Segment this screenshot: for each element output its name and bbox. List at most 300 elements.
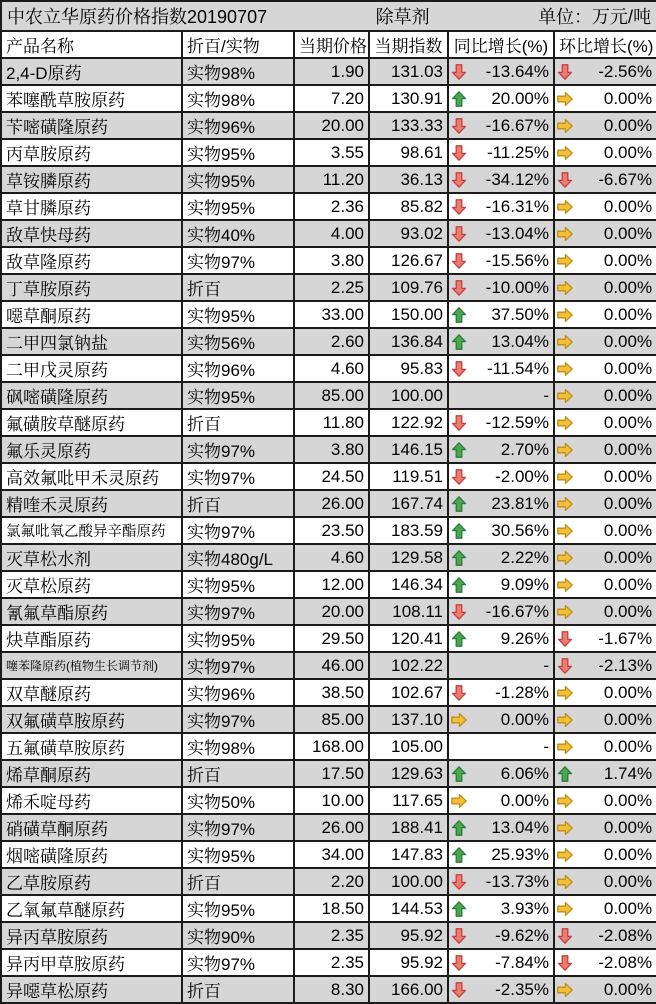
arrow-up-icon (451, 550, 467, 566)
yoy-value: 3.93% (500, 898, 549, 918)
spec-cell: 实物98% (182, 58, 294, 85)
arrow-down-icon (451, 172, 467, 188)
yoy-value: -34.12% (485, 169, 549, 189)
yoy-value: 25.93% (491, 844, 549, 864)
mom-trend-icon-slot (557, 388, 573, 404)
yoy-trend-icon-slot (451, 685, 467, 701)
spec-cell: 实物98% (182, 85, 294, 112)
mom-cell (554, 85, 656, 112)
arrow-up-icon (451, 577, 467, 593)
mom-trend-icon-slot (557, 523, 573, 539)
price-cell: 4.00 (294, 220, 369, 247)
mom-trend-icon-slot (557, 577, 573, 593)
yoy-cell (448, 355, 554, 382)
price-cell: 34.00 (294, 841, 369, 868)
arrow-right-icon (557, 982, 573, 998)
arrow-right-icon (557, 118, 573, 134)
price-cell: 20.00 (294, 112, 369, 139)
price-cell: 12.00 (294, 571, 369, 598)
yoy-trend-icon-slot (451, 469, 467, 485)
product-name-cell: 敌草隆原药 (1, 247, 182, 274)
mom-cell (554, 247, 656, 274)
table-row (1, 436, 656, 463)
index-cell: 126.67 (369, 247, 448, 274)
mom-cell (554, 517, 656, 544)
arrow-right-icon (451, 712, 467, 728)
spec-cell: 折百 (182, 274, 294, 301)
arrow-right-icon (557, 334, 573, 350)
yoy-cell (448, 976, 554, 1003)
arrow-down-icon (557, 64, 573, 80)
product-name-cell: 草铵膦原药 (1, 166, 182, 193)
yoy-cell (448, 706, 554, 733)
yoy-trend-icon-slot (451, 226, 467, 242)
table-row (1, 598, 656, 625)
mom-trend-icon-slot (557, 280, 573, 296)
yoy-cell (448, 274, 554, 301)
yoy-trend-icon-slot (451, 307, 467, 323)
mom-trend-icon-slot (557, 172, 573, 188)
mom-value: 0.00% (603, 196, 653, 216)
col-header-mom: 环比增长(%) (554, 31, 656, 58)
yoy-trend-icon-slot (451, 550, 467, 566)
mom-value: 0.00% (603, 223, 653, 243)
yoy-cell (448, 85, 554, 112)
yoy-trend-icon-slot (451, 280, 467, 296)
table-row (1, 841, 656, 868)
table-row (1, 301, 656, 328)
arrow-right-icon (557, 847, 573, 863)
mom-trend-icon-slot (557, 253, 573, 269)
arrow-right-icon (557, 739, 573, 755)
arrow-right-icon (557, 604, 573, 620)
arrow-right-icon (451, 793, 467, 809)
yoy-trend-icon-slot (451, 253, 467, 269)
index-cell: 95.92 (369, 949, 448, 976)
product-name-cell: 异丙甲草胺原药 (1, 949, 182, 976)
price-cell: 23.50 (294, 517, 369, 544)
price-cell: 2.25 (294, 274, 369, 301)
yoy-trend-icon-slot (451, 577, 467, 593)
arrow-up-icon (451, 820, 467, 836)
mom-trend-icon-slot (557, 199, 573, 215)
spec-cell: 实物96% (182, 355, 294, 382)
arrow-down-icon (451, 199, 467, 215)
arrow-right-icon (557, 469, 573, 485)
product-name-cell: 噻苯隆原药(植物生长调节剂) (1, 652, 182, 679)
product-name-cell: 二甲戊灵原药 (1, 355, 182, 382)
price-cell: 2.35 (294, 949, 369, 976)
index-cell: 188.41 (369, 814, 448, 841)
arrow-right-icon (557, 199, 573, 215)
product-name-cell: 高效氟吡甲禾灵原药 (1, 463, 182, 490)
mom-trend-icon-slot (557, 469, 573, 485)
yoy-value: 23.81% (491, 493, 549, 513)
product-name-cell: 双草醚原药 (1, 679, 182, 706)
mom-trend-icon-slot (557, 712, 573, 728)
table-row (1, 112, 656, 139)
arrow-right-icon (557, 550, 573, 566)
arrow-right-icon (557, 361, 573, 377)
mom-trend-icon-slot (557, 442, 573, 458)
index-cell: 109.76 (369, 274, 448, 301)
mom-cell (554, 382, 656, 409)
title-bar (1, 1, 656, 31)
price-cell: 38.50 (294, 679, 369, 706)
yoy-trend-icon-slot (451, 118, 467, 134)
arrow-right-icon (557, 388, 573, 404)
index-cell: 95.92 (369, 922, 448, 949)
price-cell: 8.30 (294, 976, 369, 1003)
price-cell: 11.20 (294, 166, 369, 193)
arrow-up-icon (451, 307, 467, 323)
yoy-value: -10.00% (485, 277, 549, 297)
arrow-down-icon (451, 226, 467, 242)
table-row (1, 328, 656, 355)
yoy-value: -2.00% (495, 466, 549, 486)
mom-cell (554, 328, 656, 355)
price-cell: 2.35 (294, 922, 369, 949)
yoy-cell (448, 544, 554, 571)
index-cell: 120.41 (369, 625, 448, 652)
index-cell: 144.53 (369, 895, 448, 922)
index-cell: 108.11 (369, 598, 448, 625)
price-cell: 3.80 (294, 436, 369, 463)
spec-cell: 实物480g/L (182, 544, 294, 571)
table-row (1, 544, 656, 571)
mom-cell (554, 274, 656, 301)
arrow-right-icon (557, 712, 573, 728)
mom-value: 0.00% (603, 709, 653, 729)
yoy-cell (448, 868, 554, 895)
yoy-value: 0.00% (500, 709, 549, 729)
mom-value: -2.56% (598, 61, 653, 81)
table-row (1, 517, 656, 544)
mom-value: 0.00% (603, 412, 653, 432)
arrow-up-icon (557, 766, 573, 782)
index-cell: 129.63 (369, 760, 448, 787)
spec-cell: 实物97% (182, 517, 294, 544)
table-row (1, 868, 656, 895)
index-cell: 137.10 (369, 706, 448, 733)
mom-cell (554, 571, 656, 598)
table-row (1, 760, 656, 787)
mom-trend-icon-slot (557, 820, 573, 836)
mom-trend-icon-slot (557, 685, 573, 701)
price-cell: 10.00 (294, 787, 369, 814)
mom-cell (554, 895, 656, 922)
mom-trend-icon-slot (557, 793, 573, 809)
product-name-cell: 精喹禾灵原药 (1, 490, 182, 517)
index-cell: 105.00 (369, 733, 448, 760)
mom-trend-icon-slot (557, 361, 573, 377)
arrow-up-icon (451, 91, 467, 107)
price-cell: 2.20 (294, 868, 369, 895)
product-name-cell: 烯禾啶母药 (1, 787, 182, 814)
arrow-right-icon (557, 226, 573, 242)
arrow-right-icon (557, 91, 573, 107)
table-row (1, 706, 656, 733)
table-row (1, 193, 656, 220)
yoy-trend-icon-slot (451, 64, 467, 80)
table-row (1, 463, 656, 490)
arrow-up-icon (451, 496, 467, 512)
mom-value: 0.00% (603, 871, 653, 891)
index-cell: 183.59 (369, 517, 448, 544)
table-row (1, 58, 656, 85)
yoy-value: -12.59% (485, 412, 549, 432)
yoy-trend-icon-slot (451, 604, 467, 620)
mom-trend-icon-slot (557, 658, 573, 674)
spec-cell: 折百 (182, 409, 294, 436)
mom-cell (554, 193, 656, 220)
mom-cell (554, 409, 656, 436)
mom-value: 0.00% (603, 817, 653, 837)
arrow-down-icon (451, 118, 467, 134)
mom-cell (554, 463, 656, 490)
spec-cell: 实物95% (182, 625, 294, 652)
col-header-price: 当期价格 (294, 31, 369, 58)
arrow-up-icon (451, 901, 467, 917)
yoy-trend-icon-slot (451, 739, 467, 755)
product-name-cell: 氟磺胺草醚原药 (1, 409, 182, 436)
mom-trend-icon-slot (557, 334, 573, 350)
yoy-trend-icon-slot (451, 523, 467, 539)
mom-trend-icon-slot (557, 847, 573, 863)
product-name-cell: 烯草酮原药 (1, 760, 182, 787)
yoy-cell (448, 787, 554, 814)
table-row (1, 382, 656, 409)
table-row (1, 814, 656, 841)
yoy-trend-icon-slot (451, 91, 467, 107)
yoy-value: 2.22% (500, 547, 549, 567)
arrow-up-icon (451, 631, 467, 647)
index-cell: 150.00 (369, 301, 448, 328)
table-row (1, 679, 656, 706)
arrow-down-icon (451, 64, 467, 80)
price-cell: 2.60 (294, 328, 369, 355)
yoy-value: -13.04% (485, 223, 549, 243)
index-cell: 129.58 (369, 544, 448, 571)
spec-cell: 实物98% (182, 733, 294, 760)
mom-cell (554, 679, 656, 706)
arrow-right-icon (557, 307, 573, 323)
product-name-cell: 五氟磺草胺原药 (1, 733, 182, 760)
index-cell: 146.15 (369, 436, 448, 463)
spec-cell: 实物95% (182, 895, 294, 922)
yoy-value: -9.62% (495, 925, 549, 945)
product-name-cell: 氰氟草酯原药 (1, 598, 182, 625)
yoy-cell (448, 922, 554, 949)
arrow-down-icon (451, 874, 467, 890)
spec-cell: 实物95% (182, 571, 294, 598)
arrow-down-icon (557, 631, 573, 647)
yoy-cell (448, 517, 554, 544)
table-body (1, 58, 656, 1003)
spec-cell: 折百 (182, 976, 294, 1003)
table-row (1, 625, 656, 652)
yoy-cell (448, 598, 554, 625)
price-cell: 11.80 (294, 409, 369, 436)
mom-cell (554, 58, 656, 85)
arrow-down-icon (557, 928, 573, 944)
arrow-down-icon (451, 253, 467, 269)
mom-cell (554, 301, 656, 328)
yoy-trend-icon-slot (451, 361, 467, 377)
price-cell: 26.00 (294, 490, 369, 517)
yoy-cell (448, 841, 554, 868)
yoy-cell (448, 814, 554, 841)
spec-cell: 实物97% (182, 463, 294, 490)
yoy-value: -13.73% (485, 871, 549, 891)
mom-value: 0.00% (603, 331, 653, 351)
yoy-trend-icon-slot (451, 658, 467, 674)
mom-trend-icon-slot (557, 226, 573, 242)
yoy-cell (448, 463, 554, 490)
yoy-trend-icon-slot (451, 712, 467, 728)
spec-cell: 折百 (182, 490, 294, 517)
mom-value: 0.00% (603, 520, 653, 540)
mom-trend-icon-slot (557, 901, 573, 917)
arrow-down-icon (557, 172, 573, 188)
spec-cell: 实物56% (182, 328, 294, 355)
index-cell: 130.91 (369, 85, 448, 112)
price-cell: 26.00 (294, 814, 369, 841)
unit-label: 单位：万元/吨 (538, 7, 652, 27)
yoy-trend-icon-slot (451, 901, 467, 917)
mom-cell (554, 760, 656, 787)
spec-cell: 实物97% (182, 814, 294, 841)
yoy-value: - (543, 736, 549, 756)
mom-cell (554, 841, 656, 868)
col-header-spec: 折百/实物 (182, 31, 294, 58)
yoy-cell (448, 139, 554, 166)
yoy-value: 2.70% (500, 439, 549, 459)
yoy-value: -2.35% (495, 979, 549, 999)
mom-value: -2.08% (598, 952, 653, 972)
mom-value: 0.00% (603, 358, 653, 378)
mom-value: 0.00% (603, 601, 653, 621)
title-row (1, 1, 656, 31)
table-row (1, 247, 656, 274)
table-row (1, 274, 656, 301)
column-header-row (1, 31, 656, 58)
yoy-cell (448, 679, 554, 706)
arrow-right-icon (557, 793, 573, 809)
table-row (1, 220, 656, 247)
mom-trend-icon-slot (557, 766, 573, 782)
price-cell: 4.60 (294, 355, 369, 382)
mom-cell (554, 625, 656, 652)
yoy-trend-icon-slot (451, 820, 467, 836)
price-cell: 85.00 (294, 706, 369, 733)
yoy-value: 9.09% (500, 574, 549, 594)
product-name-cell: 二甲四氯钠盐 (1, 328, 182, 355)
price-cell: 46.00 (294, 652, 369, 679)
table-row (1, 139, 656, 166)
mom-value: 0.00% (603, 439, 653, 459)
yoy-value: 30.56% (491, 520, 549, 540)
arrow-up-icon (451, 766, 467, 782)
spec-cell: 实物97% (182, 436, 294, 463)
mom-trend-icon-slot (557, 739, 573, 755)
table-row (1, 355, 656, 382)
mom-cell (554, 598, 656, 625)
mom-value: 0.00% (603, 466, 653, 486)
yoy-cell (448, 247, 554, 274)
index-cell: 102.67 (369, 679, 448, 706)
mom-trend-icon-slot (557, 631, 573, 647)
yoy-cell (448, 652, 554, 679)
index-cell: 146.34 (369, 571, 448, 598)
mom-trend-icon-slot (557, 64, 573, 80)
yoy-value: 0.00% (500, 790, 549, 810)
mom-value: 0.00% (603, 88, 653, 108)
yoy-cell (448, 328, 554, 355)
mom-cell (554, 139, 656, 166)
mom-cell (554, 544, 656, 571)
table-row (1, 166, 656, 193)
price-cell: 7.20 (294, 85, 369, 112)
yoy-cell (448, 220, 554, 247)
product-name-cell: 双氟磺草胺原药 (1, 706, 182, 733)
mom-cell (554, 814, 656, 841)
arrow-up-icon (451, 334, 467, 350)
mom-value: 0.00% (603, 547, 653, 567)
price-cell: 2.36 (294, 193, 369, 220)
spec-cell: 实物97% (182, 706, 294, 733)
table-row (1, 922, 656, 949)
product-name-cell: 乙草胺原药 (1, 868, 182, 895)
yoy-trend-icon-slot (451, 496, 467, 512)
yoy-trend-icon-slot (451, 442, 467, 458)
mom-trend-icon-slot (557, 415, 573, 431)
yoy-trend-icon-slot (451, 415, 467, 431)
col-header-index: 当期指数 (369, 31, 448, 58)
spec-cell: 实物97% (182, 247, 294, 274)
price-cell: 168.00 (294, 733, 369, 760)
mom-trend-icon-slot (557, 928, 573, 944)
mom-value: 0.00% (603, 736, 653, 756)
mom-value: -2.13% (598, 655, 653, 675)
index-cell: 147.83 (369, 841, 448, 868)
product-name-cell: 烟嘧磺隆原药 (1, 841, 182, 868)
spec-cell: 折百 (182, 760, 294, 787)
mom-trend-icon-slot (557, 91, 573, 107)
yoy-cell (448, 490, 554, 517)
mom-value: -1.67% (598, 628, 653, 648)
mom-value: 0.00% (603, 979, 653, 999)
yoy-cell (448, 571, 554, 598)
table-row (1, 85, 656, 112)
col-header-yoy: 同比增长(%) (448, 31, 554, 58)
yoy-value: -16.31% (485, 196, 549, 216)
table-row (1, 733, 656, 760)
spec-cell: 实物90% (182, 922, 294, 949)
product-name-cell: 2,4-D原药 (1, 58, 182, 85)
yoy-cell (448, 112, 554, 139)
mom-cell (554, 220, 656, 247)
mom-value: 0.00% (603, 493, 653, 513)
index-cell: 117.65 (369, 787, 448, 814)
product-name-cell: 氯氟吡氧乙酸异辛酯原药 (1, 517, 182, 544)
mom-cell (554, 490, 656, 517)
product-name-cell: 苯噻酰草胺原药 (1, 85, 182, 112)
arrow-right-icon (557, 874, 573, 890)
yoy-value: -1.28% (495, 682, 549, 702)
yoy-cell (448, 409, 554, 436)
price-cell: 33.00 (294, 301, 369, 328)
